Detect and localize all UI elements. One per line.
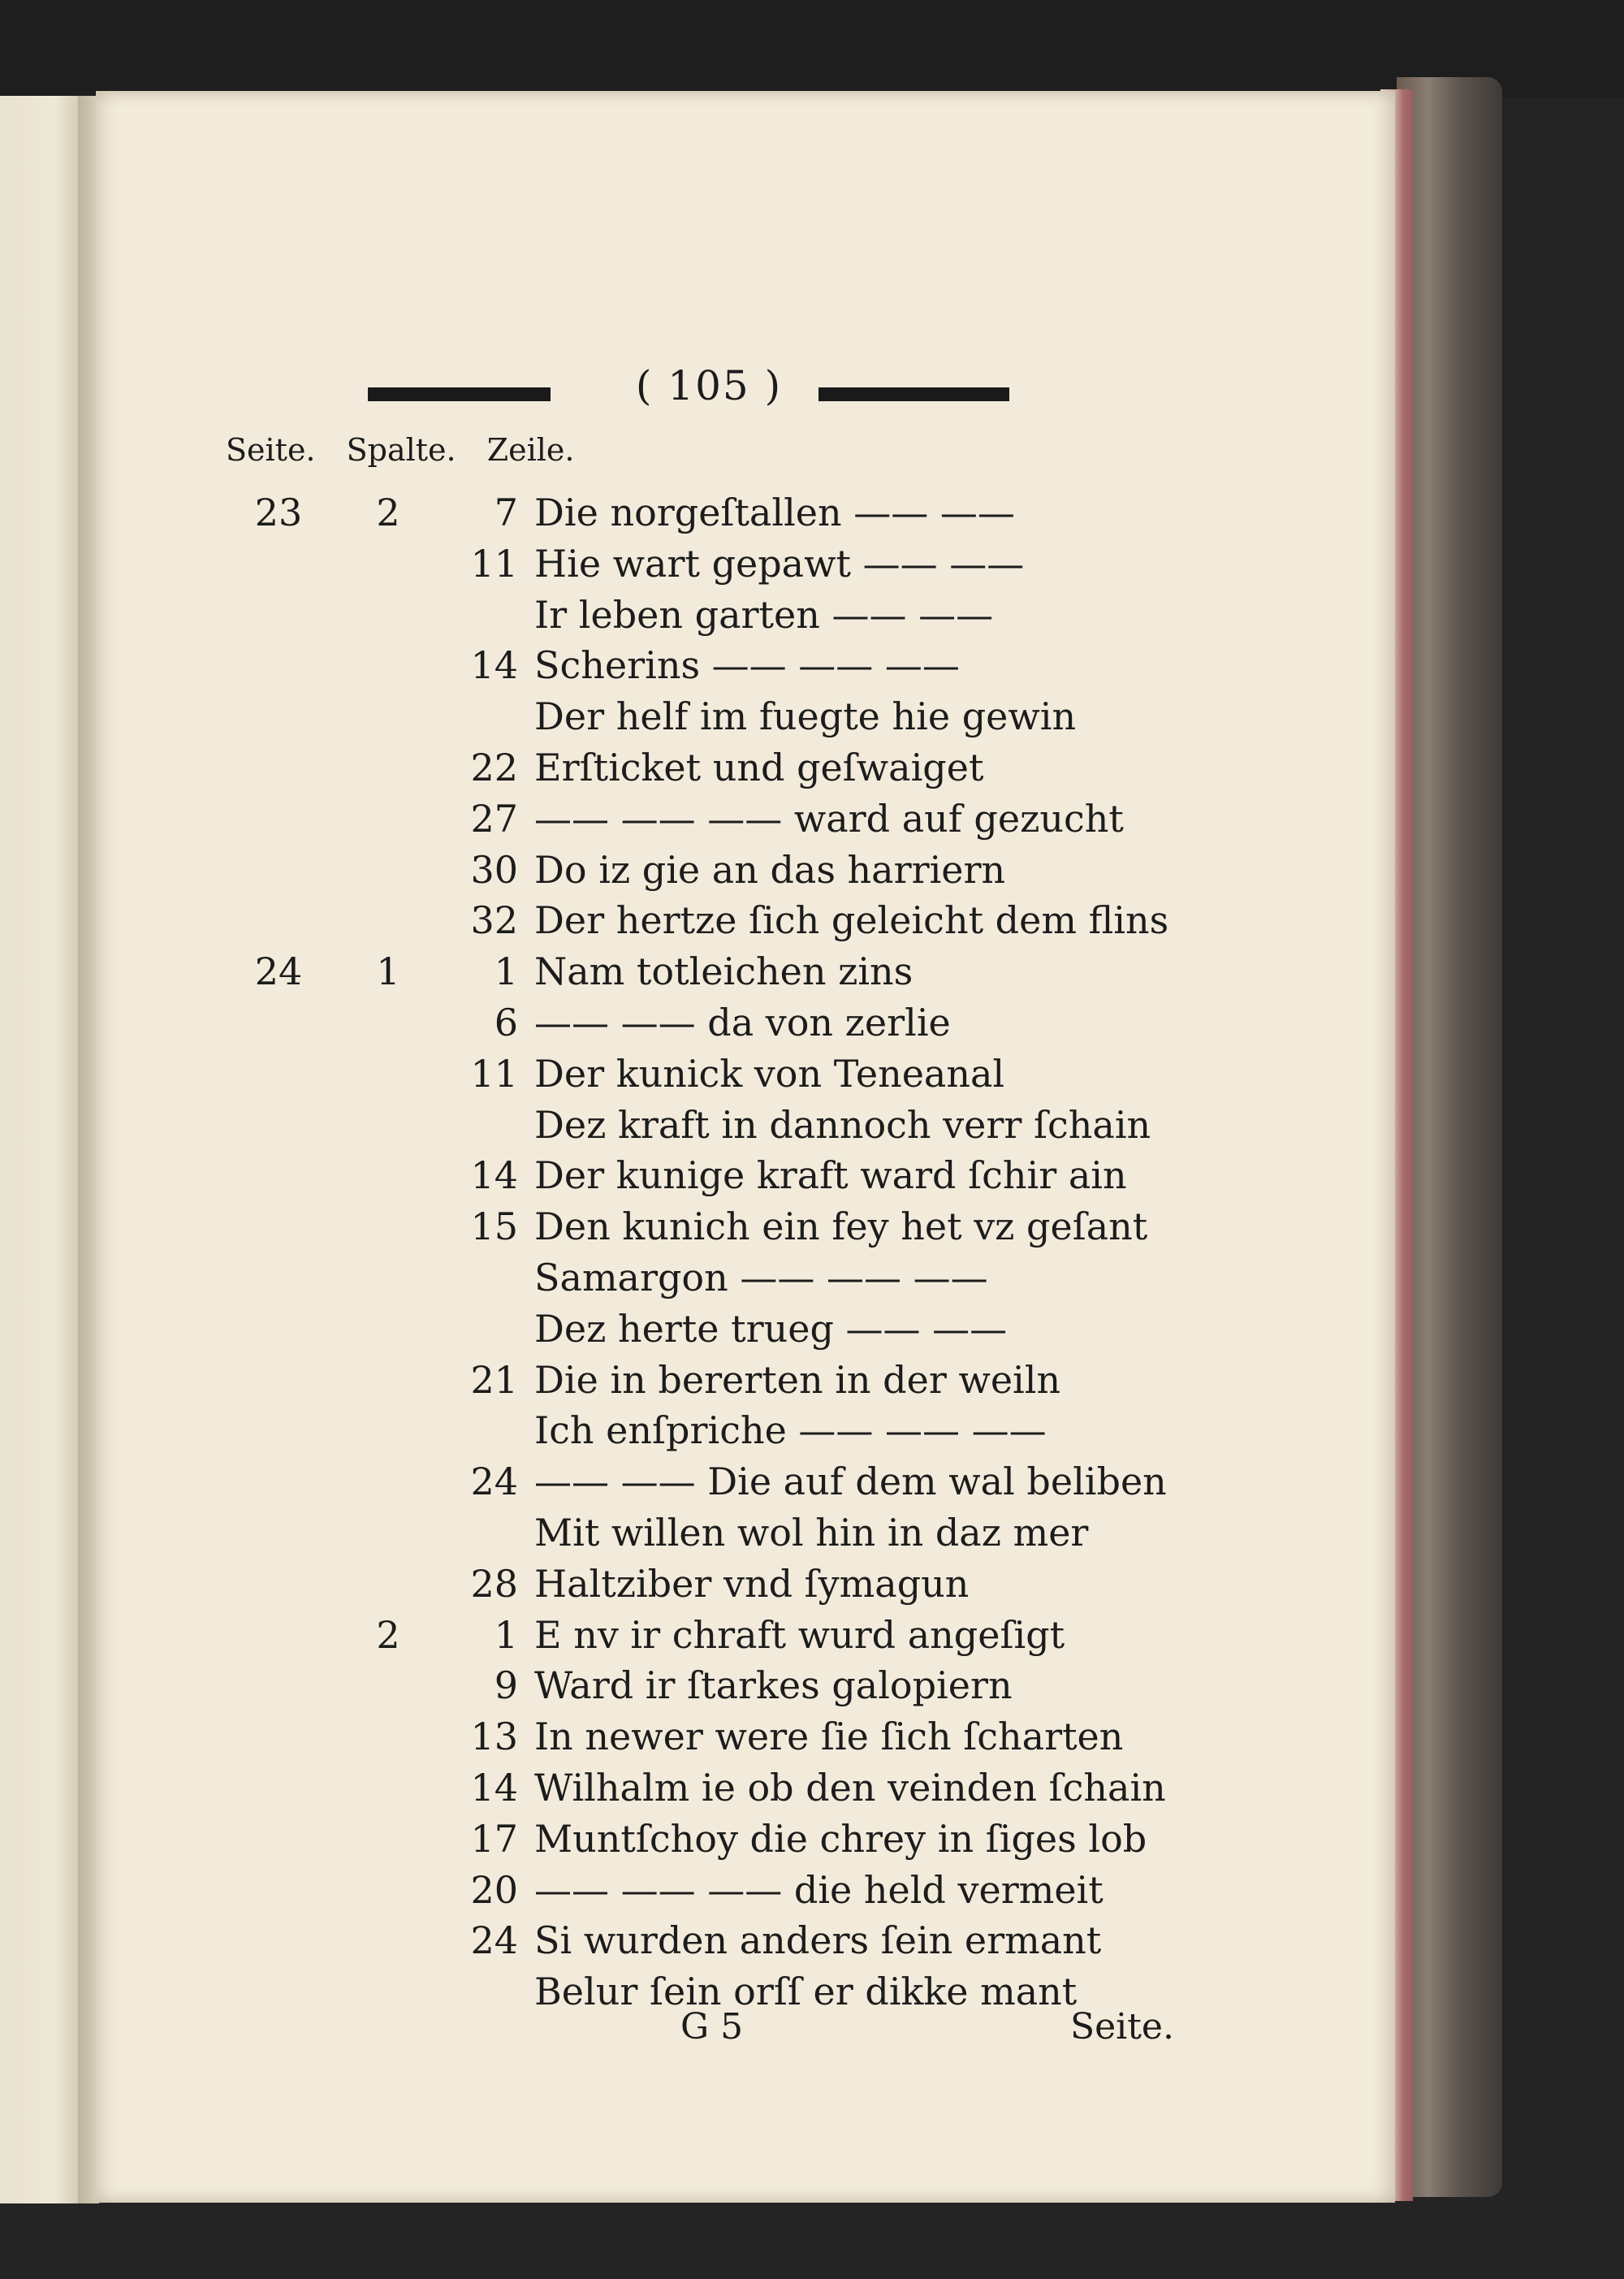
errata-row xyxy=(96,794,1395,844)
row-zeile: 28 xyxy=(470,1561,518,1606)
errata-row xyxy=(96,845,1395,895)
errata-row xyxy=(96,1814,1395,1864)
row-text: Mit willen wol hin in daz mer xyxy=(534,1511,1089,1555)
errata-row xyxy=(96,946,1395,997)
book-page xyxy=(96,91,1395,2203)
errata-row xyxy=(96,742,1395,793)
row-zeile: 27 xyxy=(470,796,518,841)
row-zeile: 17 xyxy=(470,1816,518,1861)
errata-row xyxy=(96,1507,1395,1558)
row-zeile: 11 xyxy=(470,1051,518,1096)
row-seite: 24 xyxy=(254,949,303,994)
row-zeile: 13 xyxy=(470,1715,518,1759)
facing-page xyxy=(0,96,78,2203)
row-zeile: 20 xyxy=(470,1867,518,1912)
row-text: Die in bererten in der weiln xyxy=(534,1357,1061,1402)
errata-row xyxy=(96,1252,1395,1303)
row-zeile: 14 xyxy=(470,643,518,688)
errata-row xyxy=(96,997,1395,1048)
row-text: Do iz gie an das harriern xyxy=(534,847,1006,892)
column-header-zeile: Zeile. xyxy=(486,432,575,468)
errata-row xyxy=(96,1405,1395,1455)
row-text: Nam totleichen zins xyxy=(534,949,914,994)
row-text: Hie wart gepawt —— —— xyxy=(534,541,1025,586)
row-zeile: 32 xyxy=(470,898,518,943)
row-text: —— —— —— ward auf gezucht xyxy=(534,796,1124,841)
row-zeile: 21 xyxy=(470,1357,518,1402)
row-text: —— —— da von zerlie xyxy=(534,1001,951,1044)
errata-row xyxy=(96,1304,1395,1354)
row-text: Wilhalm ie ob den veinden ſchain xyxy=(534,1766,1166,1810)
header-rule-right xyxy=(818,387,1009,401)
signature-mark: G 5 xyxy=(680,2006,744,2048)
row-zeile: 24 xyxy=(470,1918,518,1963)
row-spalte: 2 xyxy=(376,491,400,534)
row-text: Samargon —— —— —— xyxy=(534,1256,988,1300)
row-text: Belur ſein orſſ er dikke mant xyxy=(534,1970,1078,2014)
row-text: —— —— —— die held vermeit xyxy=(534,1867,1104,1912)
errata-row xyxy=(96,1559,1395,1609)
page-header xyxy=(96,359,1395,424)
errata-row xyxy=(96,1865,1395,1915)
row-zeile: 24 xyxy=(470,1460,518,1504)
row-text: Erſticket und geſwaiget xyxy=(534,746,984,789)
errata-row xyxy=(96,487,1395,538)
errata-row xyxy=(96,1915,1395,1965)
row-zeile: 30 xyxy=(470,847,518,892)
page-footer xyxy=(96,2006,1395,2063)
row-text: Muntſchoy die chrey in ſiges lob xyxy=(534,1816,1147,1861)
errata-row xyxy=(96,538,1395,589)
row-spalte: 2 xyxy=(376,1612,400,1657)
row-text: E nv ir chraft wurd angeſigt xyxy=(534,1612,1065,1657)
errata-row xyxy=(96,1660,1395,1710)
row-text: Scherins —— —— —— xyxy=(534,643,960,688)
errata-row xyxy=(96,895,1395,945)
row-text: —— —— Die auf dem wal beliben xyxy=(534,1460,1167,1504)
row-text: Dez herte trueg —— —— xyxy=(534,1306,1008,1351)
row-text: Der hertze ſich geleicht dem flins xyxy=(534,898,1169,943)
errata-row xyxy=(96,590,1395,640)
row-zeile: 9 xyxy=(494,1663,518,1708)
row-text: Si wurden anders ſein ermant xyxy=(534,1918,1102,1963)
row-text: Den kunich ein fey het vz geſant xyxy=(534,1204,1148,1249)
row-text: Die norgeſtallen —— —— xyxy=(534,491,1015,534)
page-number: ( 105 ) xyxy=(635,362,783,409)
row-text: Ich enſpriche —— —— —— xyxy=(534,1408,1047,1453)
column-headers xyxy=(226,432,595,468)
row-text: Der kunick von Teneanal xyxy=(534,1051,1005,1096)
row-zeile: 1 xyxy=(494,1612,518,1657)
errata-row xyxy=(96,1201,1395,1252)
errata-row xyxy=(96,1610,1395,1660)
row-text: Haltziber vnd ſymagun xyxy=(534,1561,970,1606)
row-text: Ward ir ſtarkes galopiern xyxy=(534,1663,1013,1708)
errata-row xyxy=(96,1049,1395,1099)
row-zeile: 11 xyxy=(470,541,518,586)
row-seite: 23 xyxy=(254,491,303,534)
errata-row xyxy=(96,1456,1395,1507)
row-zeile: 7 xyxy=(494,491,518,534)
errata-row xyxy=(96,1762,1395,1813)
errata-row xyxy=(96,691,1395,742)
row-zeile: 15 xyxy=(470,1204,518,1249)
errata-row xyxy=(96,1355,1395,1405)
errata-row xyxy=(96,1150,1395,1200)
row-zeile: 6 xyxy=(494,1001,518,1044)
row-text: Dez kraft in dannoch verr ſchain xyxy=(534,1102,1151,1147)
row-text: Ir leben garten —— —— xyxy=(534,592,994,637)
errata-row xyxy=(96,1100,1395,1150)
row-zeile: 14 xyxy=(470,1766,518,1810)
column-header-seite: Seite. xyxy=(226,432,316,468)
background-cloth xyxy=(0,0,1624,97)
row-zeile: 1 xyxy=(494,949,518,994)
errata-row xyxy=(96,640,1395,690)
row-zeile: 22 xyxy=(470,746,518,789)
row-text: Der helf im fuegte hie gewin xyxy=(534,694,1077,739)
catchword: Seite. xyxy=(1070,2006,1174,2048)
header-rule-left xyxy=(368,387,551,401)
row-spalte: 1 xyxy=(376,949,400,994)
row-text: Der kunige kraft ward ſchir ain xyxy=(534,1153,1127,1198)
column-header-spalte: Spalte. xyxy=(346,432,456,468)
row-zeile: 14 xyxy=(470,1153,518,1198)
row-text: In newer were ſie ſich ſcharten xyxy=(534,1715,1124,1759)
errata-row xyxy=(96,1711,1395,1762)
